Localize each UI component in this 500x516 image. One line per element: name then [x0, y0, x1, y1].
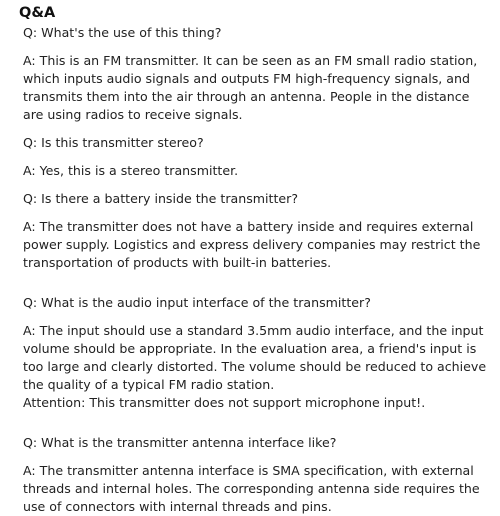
answer-1: A: This is an FM transmitter. It can be seen as an FM small radio station, which inputs audio signals and outputs FM high-frequency signals, and transmits them into the air through an antenna. People in the distance are using radios to receive signals. [23, 53, 478, 122]
answer-2: A: Yes, this is a stereo transmitter. [23, 163, 239, 178]
question-3: Q: Is there a battery inside the transmitter? [23, 191, 299, 206]
qa-item-5 [23, 434, 490, 516]
question-4: Q: What is the audio input interface of the transmitter? [23, 295, 371, 310]
question-1: Q: What's the use of this thing? [23, 25, 222, 40]
qa-item-1 [23, 24, 490, 124]
question-5: Q: What is the transmitter antenna interface like? [23, 435, 337, 450]
attention-note: Attention: This transmitter does not support microphone input!. [23, 395, 426, 410]
page-title: Q&A [19, 5, 56, 21]
qa-item-2 [23, 134, 490, 180]
answer-3: A: The transmitter does not have a battery inside and requires external power supply. Logistics and express delivery companies may restrict the transportation of products with built-in batteries. [23, 219, 481, 270]
answer-4: A: The input should use a standard 3.5mm audio interface, and the input volume should be appropriate. In the evaluation area, a friend's input is too large and clearly distorted. The volume should be reduced to achieve the quality of a typical FM radio station. [23, 323, 487, 392]
spacer [23, 180, 490, 190]
answer-5: A: The transmitter antenna interface is SMA specification, with external threads and internal holes. The corresponding antenna side requires the use of connectors with internal threads and pins. [23, 463, 480, 514]
question-2: Q: Is this transmitter stereo? [23, 135, 204, 150]
qa-item-4 [23, 294, 490, 412]
spacer [23, 272, 490, 294]
spacer [23, 124, 490, 134]
qa-item-3 [23, 190, 490, 272]
spacer [23, 412, 490, 434]
